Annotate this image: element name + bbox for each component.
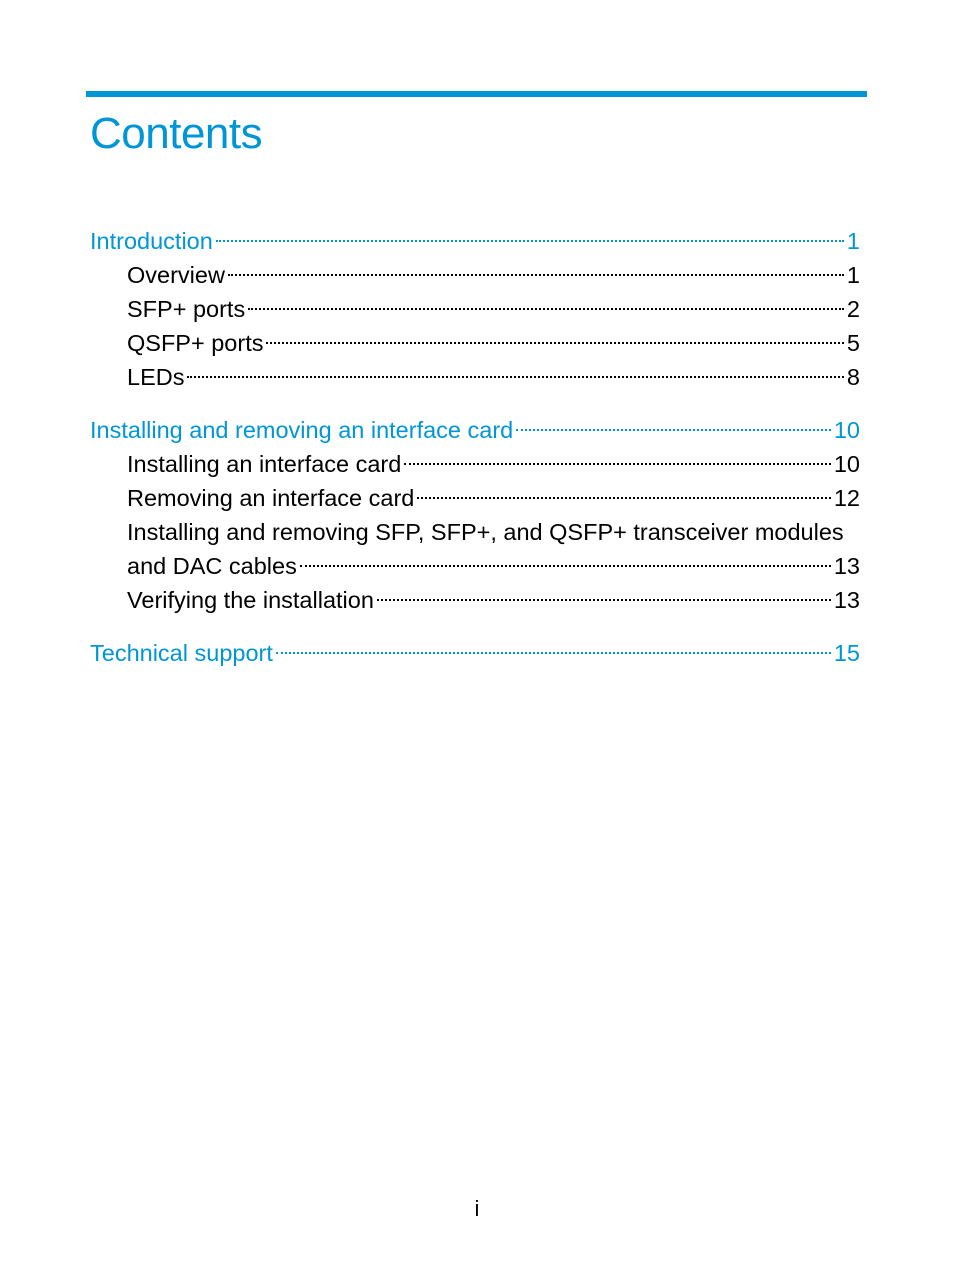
toc-entry-label: Installing and removing SFP, SFP+, and QSFP+ transceiver modules (127, 519, 844, 545)
toc-entry-transceiver-modules-cont[interactable] (90, 549, 860, 583)
toc-entry-label: Installing and removing an interface card (90, 417, 514, 443)
toc-dot-leader (377, 599, 831, 601)
toc-entry-page: 2 (846, 296, 860, 322)
toc-entry-page: 1 (846, 262, 860, 288)
toc-entry-label: Introduction (90, 228, 213, 254)
toc-entry-page: 5 (846, 330, 860, 356)
toc-entry-label: QSFP+ ports (127, 330, 264, 356)
toc-entry-introduction[interactable] (90, 224, 860, 258)
page-number: i (474, 1196, 480, 1221)
toc-dot-leader (266, 342, 843, 344)
toc-entry-page: 12 (833, 485, 860, 511)
toc-entry-page: 13 (833, 587, 860, 613)
toc-entry-label: Removing an interface card (127, 485, 415, 511)
toc-entry-page: 13 (833, 553, 860, 579)
toc-dot-leader (300, 565, 831, 567)
toc-entry-technical-support[interactable] (90, 636, 860, 670)
toc-entry-leds[interactable] (90, 360, 860, 394)
toc-entry-page: 10 (833, 417, 860, 443)
toc-entry-label: Technical support (90, 640, 273, 666)
toc-entry-page: 1 (846, 228, 860, 254)
toc-entry-installing-removing-card[interactable] (90, 413, 860, 447)
title-rule (86, 91, 867, 97)
toc-entry-label: Overview (127, 262, 225, 288)
toc-entry-transceiver-modules[interactable] (90, 515, 860, 549)
toc-entry-overview[interactable] (90, 258, 860, 292)
toc-entry-installing-card[interactable] (90, 447, 860, 481)
toc-entry-label: SFP+ ports (127, 296, 246, 322)
toc-entry-page: 10 (833, 451, 860, 477)
toc-entry-page: 8 (846, 364, 860, 390)
toc-dot-leader (276, 652, 831, 654)
toc-entry-label: and DAC cables (127, 553, 297, 579)
toc-entry-sfp-ports[interactable] (90, 292, 860, 326)
toc-dot-leader (404, 463, 831, 465)
toc-dot-leader (228, 274, 844, 276)
toc-entry-qsfp-ports[interactable] (90, 326, 860, 360)
toc-entry-label: Verifying the installation (127, 587, 374, 613)
toc-dot-leader (417, 497, 830, 499)
toc-entry-label: Installing an interface card (127, 451, 402, 477)
table-of-contents (90, 224, 860, 670)
toc-entry-removing-card[interactable] (90, 481, 860, 515)
toc-dot-leader (187, 376, 843, 378)
toc-entry-page: 15 (833, 640, 860, 666)
toc-dot-leader (216, 240, 844, 242)
toc-entry-label: LEDs (127, 364, 185, 390)
page-title: Contents (90, 109, 263, 158)
toc-dot-leader (516, 429, 831, 431)
toc-dot-leader (248, 308, 844, 310)
toc-entry-verifying[interactable] (90, 583, 860, 617)
